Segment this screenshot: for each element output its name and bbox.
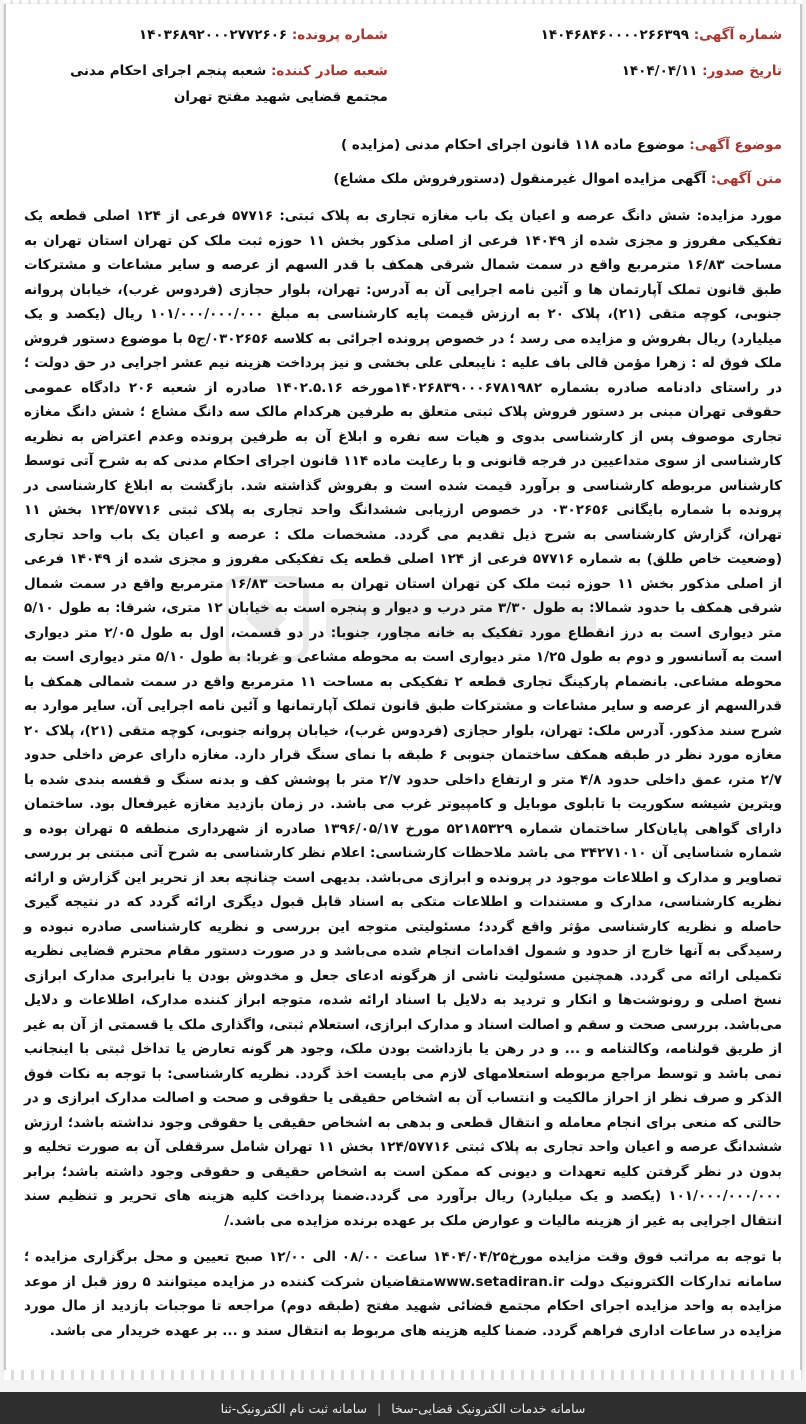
issuer <box>24 58 388 110</box>
ad-number <box>418 22 782 48</box>
notice-paper <box>4 4 802 1374</box>
ad-number-value: ۱۴۰۴۶۸۴۶۰۰۰۰۲۶۶۳۹۹ <box>540 27 689 43</box>
text-title-line <box>24 166 782 192</box>
header-row-1 <box>24 22 782 48</box>
footer-link-sakha[interactable]: سامانه خدمات الکترونیک قضایی-سخا <box>391 1400 586 1416</box>
paper-bottom-edge <box>4 1370 802 1380</box>
footer-bar <box>0 1392 806 1424</box>
body-paragraph-auction-time: با توجه به مراتب فوق وقت مزایده مورخ۱۴۰۴/۰۴/۲۵ ساعت ۰۸/۰۰ الی ۱۲/۰۰ صبح تعیین و محل برگزاری مزایده ؛سامانه تدارکات الکترونیک دولت www.setadiran.irمتقاضیان شرکت کننده در مزایده میتوانند ۵ روز قبل از موعد مزایده به واحد مزایده اجرای احکام مجتمع قضائی شهید مفتح (طبقه دوم) مراجعه تا موجبات بازدید از مال مورد مزایده در ساعات اداری فراهم گردد. ضمنا کلیه هزینه های مربوط به انتقال سند و ... بر عهده خریدار می باشد. <box>24 1249 782 1339</box>
case-number-label: شماره پرونده: <box>291 27 388 43</box>
subject-value: موضوع ماده ۱۱۸ قانون اجرای احکام مدنی (مزایده ) <box>341 137 685 153</box>
issue-date-value: ۱۴۰۴/۰۴/۱۱ <box>621 63 698 79</box>
issuer-label: شعبه صادر کننده: <box>270 63 388 79</box>
footer-separator: | <box>376 1400 382 1416</box>
subject-label: موضوع آگهی: <box>689 137 782 153</box>
ad-number-label: شماره آگهی: <box>693 27 782 43</box>
case-number <box>24 22 388 48</box>
case-number-value: ۱۴۰۳۶۸۹۲۰۰۰۲۷۷۲۶۰۶ <box>138 27 288 43</box>
header-row-2 <box>24 58 782 110</box>
text-title: آگهی مزایده اموال غیرمنقول (دستورفروش ملک مشاع) <box>333 171 707 187</box>
issuer-value: شعبه پنجم اجرای احکام مدنی مجتمع قضایی شهید مفتح تهران <box>70 63 388 105</box>
subject-line <box>24 132 782 158</box>
notice-body <box>24 204 782 1343</box>
text-label: متن آگهی: <box>710 171 782 187</box>
footer-link-sana[interactable]: سامانه ثبت نام الکترونیک-ثنا <box>220 1400 367 1416</box>
body-paragraph-auction-details: مورد مزایده: شش دانگ عرصه و اعیان یک باب مغازه تجاری به پلاک ثبتی: ۵۷۷۱۶ فرعی از ۱۲۴ اصلی قطعه یک تفکیکی مفروز و مجزی شده از ۱۴۰۴۹ فرعی از اصلی مذکور بخش ۱۱ حوزه ثبت ملک کن تهران استان تهران به مساحت ۱۶/۸۳ مترمربع واقع در سمت شمال شرقی همکف با قدر السهم از عرصه و سایر مشاعات و مشترکات طبق قانون تملک آپارتمان ها و آئین نامه اجرایی آن به آدرس: تهران، بلوار حجازی (فردوس غرب)، خیابان پروانه جنوبی، کوچه متقی (۲۱)، پلاک ۲۰ به ارزش قیمت پایه کارشناسی به مبلغ ۱۰۱/۰۰۰/۰۰۰/۰۰۰ ریال (یکصد و یک میلیارد) ریال بفروش و مزایده می رسد ؛ در خصوص پرونده اجرائی به کلاسه ۰۳۰۲۶۵۶/ج۵ با موضوع دستور فروش ملک فوق له : زهرا مؤمن قالی باف علیه : نایبعلی علی بخشی و نیز پرداخت هزینه نیم عشر اجرایی در حق دولت ؛ در راستای دادنامه صادره بشماره ۱۴۰۲۶۸۳۹۰۰۰۶۷۸۱۹۸۲مورخه ۱۴۰۲.۵.۱۶ صادره از شعبه ۲۰۶ دادگاه عمومی حقوقی تهران مبنی بر دستور فروش پلاک ثبتی متعلق به طرفین هرکدام مالک سه دانگ مشاع ؛ شش دانگ مغازه تجاری موصوف پس از کارشناسی بدوی و هیات سه نفره و ابلاغ آن به طرفین پرونده وعدم اعتراض به نظریه کارشناسی از سوی متداعیین در فرجه قانونی و با رعایت ماده ۱۱۴ قانون اجرای احکام مدنی که به شرح آتی توسط کارشناس مربوطه کارشناسی و برآورد قیمت شده است و بفروش گذاشته شد. بازگشت به ابلاغ کارشناسی در پرونده با شماره بایگانی ۰۳۰۲۶۵۶ در خصوص ارزیابی ششدانگ واحد تجاری به پلاک ثبتی ۱۲۴/۵۷۷۱۶ بخش ۱۱ تهران، گزارش کارشناسی به شرح ذیل تقدیم می گردد. مشخصات ملک : عرصه و اعیان یک باب واحد تجاری (وضعیت خاص طلق) به شماره ۵۷۷۱۶ فرعی از ۱۲۴ اصلی قطعه یک تفکیکی مفروز و مجزی شده از ۱۴۰۴۹ فرعی از اصلی مذکور بخش ۱۱ حوزه ثبت ملک کن تهران استان تهران به مساحت ۱۶/۸۳ مترمربع واقع در سمت شمال شرقی همکف با حدود شمالا: به طول ۳/۳۰ متر درب و دیوار و پنجره است به خیابان ۱۲ متری، شرقا: به طول ۵/۱۰ متر دیواری است به درز انقطاع مورد تفکیک به خانه مجاور، جنوبا: در دو قسمت، اول به طول ۲/۰۵ متر دیواری است به آسانسور و دوم به طول ۱/۲۵ متر دیواری است به محوطه مشاعی و غربا: به طول ۵/۱۰ متر دیواری است به محوطه مشاعی. بانضمام پارکینگ تجاری قطعه ۲ تفکیکی به مساحت ۱۱ مترمربع واقع در سمت شمالی همکف با قدرالسهم از عرصه و سایر مشاعات و مشترکات طبق قانون تملک آپارتمانها و آئین نامه اجرایی آن. سایر موارد به شرح سند مذکور. آدرس ملک: تهران، بلوار حجازی (فردوس غرب)، خیابان پروانه جنوبی، کوچه متقی (۲۱)، پلاک ۲۰ مغازه مورد نظر در طبقه همکف ساختمان جنوبی ۶ طبقه با نمای سنگ قرار دارد. مغازه دارای عرض داخلی حدود ۲/۷ متر، عمق داخلی حدود ۴/۸ متر و ارتفاع داخلی حدود ۲/۷ متر با پوشش کف و بدنه سنگ و قفسه بندی شده با ویترین شیشه سکوریت با تابلوی موبایل و کامپیوتر غرب می باشد. در زمان بازدید مغازه غیرفعال بود. ساختمان دارای گواهی پایان‌کار ساختمان شماره ۵۲۱۸۵۳۲۹ مورخ ۱۳۹۶/۰۵/۱۷ صادره از شهرداری منطقه ۵ تهران بوده و شماره شناسایی آن ۳۴۲۷۱۰۱۰ می باشد ملاحظات کارشناسی: اعلام نظر کارشناسی به شرح آتی مبتنی بر بررسی تصاویر و مدارک و اطلاعات موجود در پرونده و ابرازی می‌باشد. بدیهی است چنانچه بعد از تحریر این گزارش و ارائه نظریه کارشناسی، مدارک و مستندات و اطلاعات متکی به اسناد قابل قبول دیگری ارائه گردد که در نتیجه گیری حاصله و نظریه کارشناسی مؤثر واقع گردد؛ مسئولیتی متوجه این بررسی و نظریه کارشناسی صادره نبوده و رسیدگی به آنها خارج از حدود و شمول اقدامات انجام شده می‌باشد و در صورت دستور مقام محترم قضایی نظریه تکمیلی ارائه می گردد. همچنین مسئولیت ناشی از هرگونه ادعای جعل و مخدوش بودن یا نابرابری مدارک ابرازی نسخ اصلی و رونوشت‌ها و انکار و تردید به دلایل با اسناد ارائه شده، متوجه ابراز کننده مدارک، اطلاعات و دلایل می‌باشد. بررسی صحت و سقم و اصالت اسناد و مدارک ابرازی، استعلام ثبتی، واگذاری ملک یا قسمتی از آن به غیر از طریق قولنامه، وکالتنامه و ... و در رهن یا بازداشت بودن ملک، وجود هر گونه تعارض یا تداخل ثبتی با اینجانب نمی باشد و توسط مراجع مربوطه استعلامهای لازم می بایست اخذ گردد. نظریه کارشناسی: با توجه به نکات فوق الذکر و صرف نظر از احراز مالکیت و انتساب آن به اشخاص حقیقی یا حقوقی و صحت و اصالت مدارک ابرازی و در حالتی که منعی برای انجام معامله و انتقال قطعی و بدهی به اشخاص حقیقی یا حقوقی وجود نداشته باشد؛ ارزش ششدانگ عرصه و اعیان واحد تجاری به پلاک ثبتی ۱۲۴/۵۷۷۱۶ بخش ۱۱ تهران شامل سرقفلی آن به صورت تخلیه و بدون در نظر گرفتن کلیه تعهدات و دیونی که ممکن است به اشخاص حقیقی و حقوقی وجود داشته باشد؛ برابر ۱۰۱/۰۰۰/۰۰۰/۰۰۰ (یکصد و یک میلیارد) ریال برآورد می گردد.ضمنا پرداخت کلیه هزینه های تحریر و تنظیم سند انتقال اجرایی به غیر از هزینه مالیات و عوارض ملک بر عهده برنده مزایده می باشد./ <box>24 208 783 1229</box>
issue-date-label: تاریخ صدور: <box>702 63 782 79</box>
issue-date <box>418 58 782 110</box>
